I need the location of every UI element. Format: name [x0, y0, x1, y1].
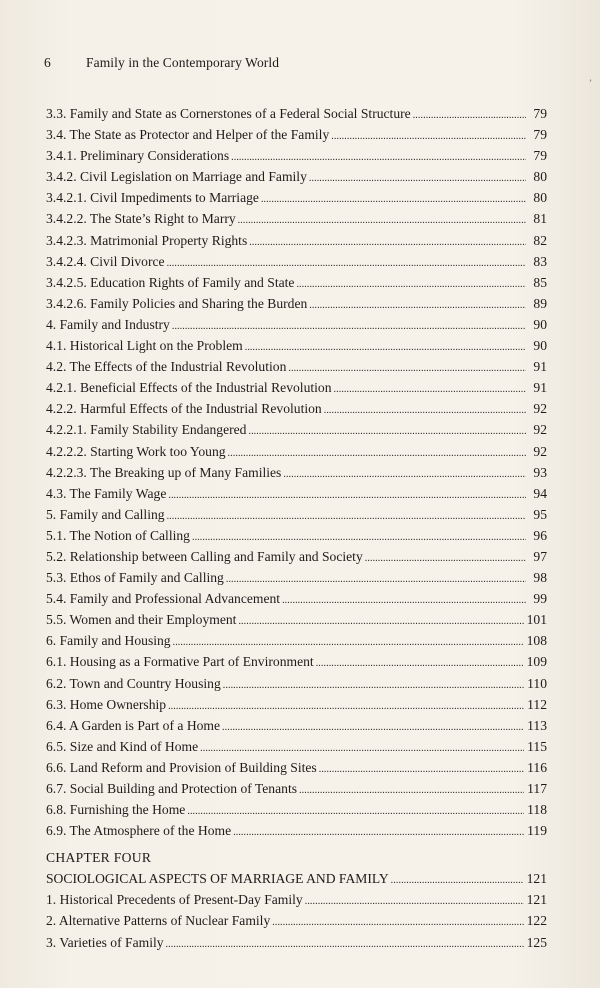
dot-leader: [324, 400, 526, 421]
chapter-heading: CHAPTER FOUR: [46, 850, 152, 866]
toc-entry: [46, 335, 547, 356]
toc-entry-page: 97: [533, 548, 547, 564]
dot-leader: [167, 506, 526, 527]
toc-entry: [46, 694, 547, 715]
toc-entry-page: 89: [533, 295, 547, 311]
dot-leader: [296, 274, 526, 295]
dot-leader: [166, 934, 524, 955]
toc-entry-page: 125: [526, 934, 547, 950]
toc-entry-page: 91: [533, 359, 547, 375]
toc-entry-page: 119: [527, 823, 547, 839]
toc-entry-title: 6.4. A Garden is Part of a Home: [46, 717, 221, 733]
toc-entry: [46, 462, 547, 483]
toc-entry-page: 121: [526, 892, 547, 908]
toc-entry: [46, 208, 547, 229]
toc-entry: [46, 419, 547, 440]
toc-entry-title: 4.2.2.3. The Breaking up of Many Families: [46, 464, 282, 480]
toc-entry: [46, 868, 547, 889]
toc-entry-page: 81: [533, 211, 547, 227]
dot-leader: [238, 611, 523, 632]
toc-entry: [46, 398, 547, 419]
dot-leader: [283, 464, 526, 485]
toc-entry-title: 3.4.2.5. Education Rights of Family and State: [46, 274, 295, 290]
toc-entry: [46, 546, 547, 567]
dot-leader: [173, 632, 524, 653]
toc-entry: [46, 525, 547, 546]
dot-leader: [238, 210, 526, 231]
toc-entry-title: 6. Family and Housing: [46, 633, 171, 649]
dot-leader: [222, 717, 524, 738]
toc-entry-title: 5.1. The Notion of Calling: [46, 527, 190, 543]
toc-entry-page: 82: [533, 232, 547, 248]
toc-entry: [46, 314, 547, 335]
toc-entry-page: 92: [533, 422, 547, 438]
dot-leader: [248, 421, 526, 442]
dot-leader: [192, 527, 526, 548]
page-number: 6: [44, 55, 51, 70]
dot-leader: [187, 801, 524, 822]
dot-leader: [249, 232, 526, 253]
toc-entry-title: 1. Historical Precedents of Present-Day Family: [46, 892, 303, 908]
toc-entry-title: 5. Family and Calling: [46, 506, 165, 522]
toc-entry: [46, 103, 547, 124]
dot-leader: [309, 295, 526, 316]
toc-entry-page: 96: [533, 527, 547, 543]
dot-leader: [331, 126, 526, 147]
toc-entry: [46, 609, 547, 630]
running-header: [44, 55, 279, 71]
toc-entry-page: 98: [533, 570, 547, 586]
toc-entry: [46, 715, 547, 736]
toc-entry-page: 99: [533, 591, 547, 607]
toc-entry-title: SOCIOLOGICAL ASPECTS OF MARRIAGE AND FAMILY: [46, 871, 389, 887]
toc-section-chapter-four: [46, 868, 547, 952]
toc-entry-title: 4.1. Historical Light on the Problem: [46, 338, 243, 354]
dot-leader: [391, 870, 524, 891]
toc-entry: [46, 736, 547, 757]
toc-entry: [46, 377, 547, 398]
toc-entry-title: 3.4.2.2. The State’s Right to Marry: [46, 211, 236, 227]
toc-entry: [46, 932, 547, 953]
toc-entry: [46, 588, 547, 609]
toc-entry-page: 79: [533, 106, 547, 121]
toc-entry-page: 80: [533, 190, 547, 206]
toc-entry: [46, 504, 547, 525]
toc-entry-page: 80: [533, 169, 547, 185]
toc-entry: [46, 799, 547, 820]
toc-entry-title: 6.6. Land Reform and Provision of Building Sites: [46, 759, 317, 775]
toc-entry-title: 4.2. The Effects of the Industrial Revolution: [46, 359, 287, 375]
dot-leader: [288, 358, 526, 379]
toc-entry: [46, 166, 547, 187]
toc-entry: [46, 145, 547, 166]
toc-entry-page: 79: [533, 148, 547, 164]
toc-entry-page: 90: [533, 338, 547, 354]
toc-entry-title: 3. Varieties of Family: [46, 934, 164, 950]
toc-entry-title: 3.3. Family and State as Cornerstones of a Federal Social Structure: [46, 106, 411, 121]
dot-leader: [233, 822, 524, 843]
toc-entry-page: 112: [527, 696, 547, 712]
toc-entry-title: 4.2.2.1. Family Stability Endangered: [46, 422, 247, 438]
dot-leader: [334, 379, 526, 400]
dot-leader: [167, 253, 526, 274]
dot-leader: [228, 443, 526, 464]
toc-entry-page: 109: [526, 654, 547, 670]
toc-entry-page: 92: [533, 401, 547, 417]
toc-entry: [46, 778, 547, 799]
toc-entry: [46, 673, 547, 694]
dot-leader: [299, 780, 524, 801]
toc-entry-title: 4. Family and Industry: [46, 316, 170, 332]
toc-entry-title: 2. Alternative Patterns of Nuclear Family: [46, 913, 271, 929]
corner-mark: ’: [589, 78, 592, 88]
toc-entry-page: 116: [527, 759, 547, 775]
toc-entry-title: 6.3. Home Ownership: [46, 696, 167, 712]
toc-entry: [46, 630, 547, 651]
toc-entry-title: 3.4.1. Preliminary Considerations: [46, 148, 230, 164]
toc-entry-page: 118: [527, 802, 547, 818]
running-title: Family in the Contemporary World: [86, 55, 280, 70]
toc-entry-title: 6.9. The Atmosphere of the Home: [46, 823, 232, 839]
toc-entry-page: 113: [527, 717, 547, 733]
dot-leader: [365, 548, 526, 569]
toc-entry: [46, 441, 547, 462]
toc-entry-title: 3.4.2. Civil Legislation on Marriage and Family: [46, 169, 307, 185]
dot-leader: [261, 189, 526, 210]
toc-entry-title: 4.3. The Family Wage: [46, 485, 167, 501]
toc-entry: [46, 251, 547, 272]
toc-entry-title: 5.5. Women and their Employment: [46, 612, 237, 628]
dot-leader: [223, 675, 524, 696]
toc-entry-title: 4.2.1. Beneficial Effects of the Industrial Revolution: [46, 380, 332, 396]
toc-entry: [46, 483, 547, 504]
toc-entry-title: 3.4.2.6. Family Policies and Sharing the Burden: [46, 295, 308, 311]
dot-leader: [231, 147, 526, 168]
toc-entry: [46, 293, 547, 314]
toc-entry-page: 92: [533, 443, 547, 459]
toc-entry-title: 5.2. Relationship between Calling and Family and Society: [46, 548, 363, 564]
dot-leader: [305, 891, 524, 912]
toc-entry-title: 4.2.2.2. Starting Work too Young: [46, 443, 226, 459]
toc-entry-title: 4.2.2. Harmful Effects of the Industrial Revolution: [46, 401, 322, 417]
table-of-contents: [46, 103, 547, 953]
dot-leader: [316, 653, 524, 674]
toc-entry-page: 115: [527, 738, 547, 754]
dot-leader: [319, 759, 524, 780]
toc-entry-title: 6.5. Size and Kind of Home: [46, 738, 199, 754]
toc-entry: [46, 910, 547, 931]
toc-entry-page: 93: [533, 464, 547, 480]
toc-entry-title: 5.3. Ethos of Family and Calling: [46, 570, 224, 586]
toc-entry-title: 6.7. Social Building and Protection of Tenants: [46, 781, 298, 796]
toc-entry-page: 117: [527, 781, 547, 796]
toc-entry-page: 79: [533, 127, 547, 143]
toc-entry: [46, 272, 547, 293]
toc-entry-page: 121: [526, 871, 547, 887]
toc-entry-title: 6.2. Town and Country Housing: [46, 675, 221, 691]
toc-entry: [46, 820, 547, 841]
toc-entry-page: 83: [533, 253, 547, 269]
toc-entry-page: 94: [533, 485, 547, 501]
dot-leader: [413, 105, 526, 126]
toc-entry-page: 90: [533, 316, 547, 332]
toc-entry-page: 85: [533, 274, 547, 290]
toc-entry-title: 6.1. Housing as a Formative Part of Environment: [46, 654, 314, 670]
toc-entry: [46, 124, 547, 145]
toc-entry-page: 101: [526, 612, 547, 628]
toc-entry-page: 108: [526, 633, 547, 649]
dot-leader: [226, 569, 526, 590]
toc-section-chapter-three: [46, 103, 547, 841]
toc-entry: [46, 651, 547, 672]
toc-entry: [46, 356, 547, 377]
toc-entry-title: 6.8. Furnishing the Home: [46, 802, 186, 818]
toc-entry-title: 3.4.2.3. Matrimonial Property Rights: [46, 232, 248, 248]
toc-entry-page: 110: [527, 675, 547, 691]
dot-leader: [245, 337, 526, 358]
toc-entry-page: 91: [533, 380, 547, 396]
dot-leader: [282, 590, 526, 611]
dot-leader: [168, 485, 526, 506]
toc-entry-title: 5.4. Family and Professional Advancement: [46, 591, 281, 607]
dot-leader: [200, 738, 524, 759]
dot-leader: [272, 912, 523, 933]
toc-entry: [46, 757, 547, 778]
toc-entry-title: 3.4.2.4. Civil Divorce: [46, 253, 165, 269]
toc-entry: [46, 230, 547, 251]
toc-entry-page: 95: [533, 506, 547, 522]
dot-leader: [168, 696, 524, 717]
dot-leader: [309, 168, 526, 189]
toc-entry-title: 3.4.2.1. Civil Impediments to Marriage: [46, 190, 259, 206]
toc-entry: [46, 889, 547, 910]
dot-leader: [172, 316, 526, 337]
toc-entry-title: 3.4. The State as Protector and Helper of the Family: [46, 127, 330, 143]
toc-entry: [46, 567, 547, 588]
toc-entry-page: 122: [526, 913, 547, 929]
toc-entry: [46, 187, 547, 208]
